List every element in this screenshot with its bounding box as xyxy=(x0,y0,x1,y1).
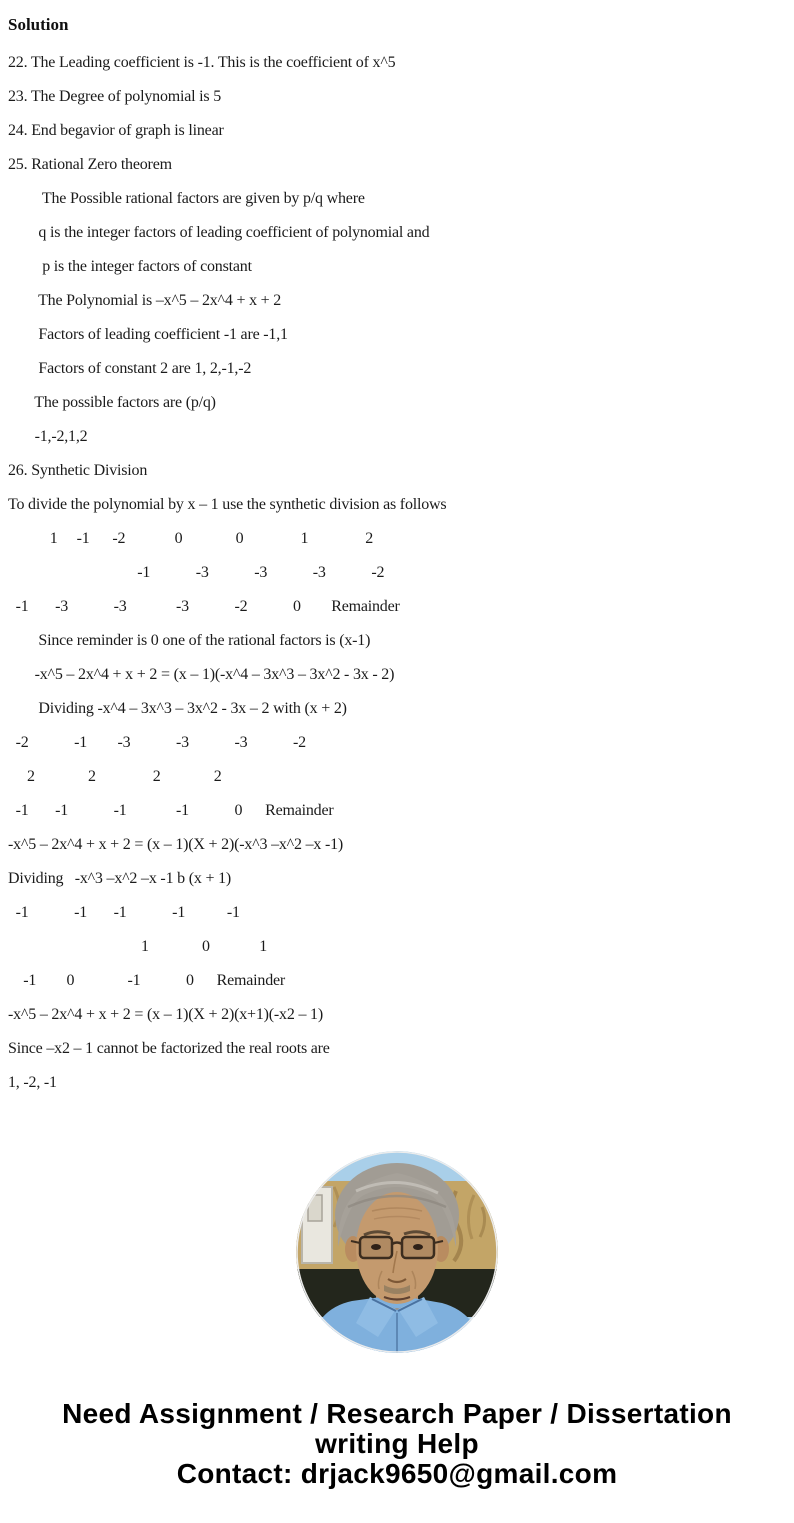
doc-line: 24. End begavior of graph is linear xyxy=(8,122,224,139)
footer-banner xyxy=(0,1399,794,1489)
doc-line: -1 -1 -1 -1 0 Remainder xyxy=(8,802,334,819)
doc-line: 22. The Leading coefficient is -1. This is the coefficient of x^5 xyxy=(8,54,396,71)
doc-line: 25. Rational Zero theorem xyxy=(8,156,172,173)
doc-line: Since reminder is 0 one of the rational factors is (x-1) xyxy=(8,632,371,649)
doc-line: Since –x2 – 1 cannot be factorized the real roots are xyxy=(8,1040,330,1057)
doc-line: 2 2 2 2 xyxy=(8,768,222,785)
doc-line: 1, -2, -1 xyxy=(8,1074,57,1091)
doc-line: -1 -1 -1 -1 -1 xyxy=(8,904,240,921)
doc-line: -1 0 -1 0 Remainder xyxy=(8,972,286,989)
tutor-photo xyxy=(296,1151,498,1353)
doc-line: The possible factors are (p/q) xyxy=(8,394,216,411)
doc-line: 23. The Degree of polynomial is 5 xyxy=(8,88,222,105)
doc-line: p is the integer factors of constant xyxy=(8,258,252,275)
tutor-portrait-image xyxy=(296,1151,498,1353)
doc-line: Dividing -x^4 – 3x^3 – 3x^2 - 3x – 2 with (x + 2) xyxy=(8,700,347,717)
footer-line-2: writing Help xyxy=(315,1428,479,1459)
doc-line: -x^5 – 2x^4 + x + 2 = (x – 1)(X + 2)(-x^3 –x^2 –x -1) xyxy=(8,836,344,853)
doc-line: The Possible rational factors are given by p/q where xyxy=(8,190,365,207)
doc-line: 1 0 1 xyxy=(8,938,268,955)
footer-contact-email: Contact: drjack9650@gmail.com xyxy=(176,1458,618,1489)
doc-line: Factors of leading coefficient -1 are -1,1 xyxy=(8,326,288,343)
doc-line: -x^5 – 2x^4 + x + 2 = (x – 1)(-x^4 – 3x^3 – 3x^2 - 3x - 2) xyxy=(8,666,395,683)
doc-line: To divide the polynomial by x – 1 use the synthetic division as follows xyxy=(8,496,447,513)
doc-line: The Polynomial is –x^5 – 2x^4 + x + 2 xyxy=(8,292,282,309)
doc-line: 26. Synthetic Division xyxy=(8,462,148,479)
doc-line: -x^5 – 2x^4 + x + 2 = (x – 1)(X + 2)(x+1)(-x2 – 1) xyxy=(8,1006,323,1023)
doc-line: q is the integer factors of leading coefficient of polynomial and xyxy=(8,224,430,241)
doc-line: -2 -1 -3 -3 -3 -2 xyxy=(8,734,306,751)
page-title: Solution xyxy=(8,15,69,34)
doc-line: Factors of constant 2 are 1, 2,-1,-2 xyxy=(8,360,252,377)
doc-line: -1 -3 -3 -3 -2 xyxy=(8,564,385,581)
doc-line: -1,-2,1,2 xyxy=(8,428,88,445)
doc-line: 1 -1 -2 0 0 1 2 xyxy=(8,530,374,547)
doc-line: Dividing -x^3 –x^2 –x -1 b (x + 1) xyxy=(8,870,232,887)
footer-line-1: Need Assignment / Research Paper / Dissertation xyxy=(62,1398,732,1429)
doc-line: -1 -3 -3 -3 -2 0 Remainder xyxy=(8,598,400,615)
